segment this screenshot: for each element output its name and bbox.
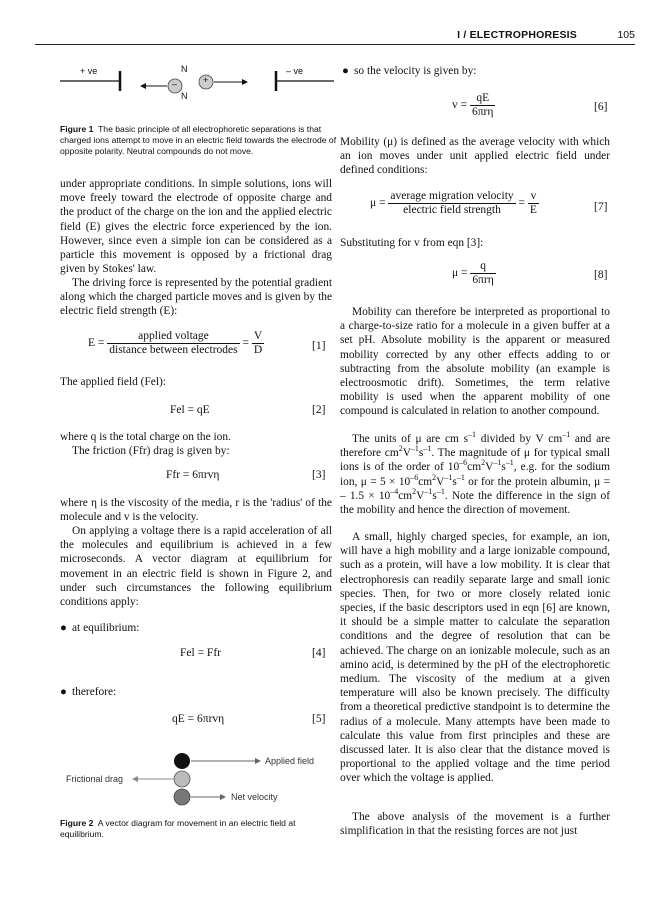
eq1-equals: = — [242, 337, 249, 350]
eq1-lhs: E = — [88, 337, 105, 350]
left-para-6: where η is the viscosity of the media, r is the 'radius' of the molecule and v is the velocity. — [60, 497, 332, 524]
right-para-10: Mobility can therefore be interpreted as proportional to a charge-to-size ratio for a molecule in a given buffer at a set pH. Absolute mobility is the apparent or measured mobility corrected by any other effects adding to or subtracting from the absolute mobility (an example is electroosmotic drift). Sometimes, the term relative mobility is used when the apparent mobility of one compound is calculated in relation to another compound. — [340, 306, 610, 418]
neutral-label-bottom: N — [181, 91, 188, 101]
positive-electrode-label: + ve — [80, 66, 98, 76]
right-para-11: The units of μ are cm $s^{-1}$ divided by V $cm^{-1}$ and are therefore $cm^2V^{-1}s^{-1}$. The magnitude of μ for typical small ions is of the order of $10^{-6}cm^2V^{-1}s^{-1}$, e.g. for the sodium ion, $\mu = 5 \times 10^{-6}cm^2V^{-1}s^{-1}$ or for the protein albumin, μ = – $1.5 \times 10^{-4}cm^2V^{-1}s^{-1}$. Note the difference in the sign of the mobility and hence the direction of movement. — [340, 430, 610, 517]
eq6-tag: [6] — [594, 101, 608, 113]
eq7-rhs-denominator: E — [529, 204, 537, 216]
eq3-tag: [3] — [312, 469, 326, 481]
eq1-numerator: applied voltage — [107, 330, 239, 344]
figure-1-caption-label: Figure 1 — [60, 124, 94, 134]
bullet-dot-1: ● — [60, 622, 67, 634]
eq6-lhs: v = — [452, 99, 468, 112]
left-para-2: The driving force is represented by the potential gradient along which the charged particle moves and is given by the electric field strength (E): — [60, 277, 332, 318]
left-para-4: where q is the total charge on the ion. — [60, 431, 231, 443]
eq2-tag: [2] — [312, 404, 326, 416]
eq1-denominator: distance between electrodes — [109, 344, 238, 356]
figure-1 — [60, 60, 344, 120]
eq1-rhs-denominator: D — [253, 344, 263, 356]
equation-8 — [452, 260, 496, 287]
equation-6 — [452, 92, 495, 119]
eq1-rhs-numerator: V — [253, 330, 263, 342]
eq7-rhs-numerator: v — [528, 190, 539, 204]
right-para-13: The above analysis of the movement is a further simplification in that the resisting forces are not just — [340, 811, 610, 838]
eq8-tag: [8] — [594, 269, 608, 281]
figure-1-caption — [60, 124, 338, 156]
left-para-5: The friction (Ffr) drag is given by: — [72, 445, 230, 457]
right-para-9: Substituting for v from eqn [3]: — [340, 237, 484, 249]
figure-2-caption — [60, 818, 338, 840]
bullet-dot-2: ● — [60, 686, 67, 698]
eq7-denominator: electric field strength — [403, 204, 501, 216]
left-para-1: under appropriate conditions. In simple solutions, ions will move freely toward the electrode of opposite charge and the product of the charge on the ion and the applied electric field (E) gives the electric force experienced by the ion. However, since even a simple ion can be considered as a particle this movement is opposed by a frictional drag given by Stokes' law. — [60, 178, 332, 276]
equation-3: Ffr = 6πrvη — [166, 469, 220, 481]
figure-2-caption-text: A vector diagram for movement in an electric field at equilibrium. — [60, 818, 296, 839]
bullet-1: at equilibrium: — [72, 622, 140, 634]
eq8-lhs: μ = — [452, 267, 468, 280]
eq8-numerator: q — [470, 260, 495, 274]
running-header — [35, 27, 635, 45]
header-rule — [35, 44, 635, 45]
eq7-tag: [7] — [594, 201, 608, 213]
bullet-2: therefore: — [72, 686, 117, 698]
eq7-numerator: average migration velocity — [390, 190, 514, 202]
neutral-label-top: N — [181, 64, 188, 74]
left-para-3: The applied field (Fel): — [60, 376, 166, 388]
bullet-dot-3: ● — [342, 65, 349, 77]
figure-2-caption-label: Figure 2 — [60, 818, 94, 828]
equation-7 — [370, 190, 539, 217]
section-title: I / ELECTROPHORESIS — [457, 29, 577, 41]
eq4-tag: [4] — [312, 647, 326, 659]
left-para-7: On applying a voltage there is a rapid acceleration of all the molecules and equilibrium is achieved in a few microseconds. A vector diagram at equilibrium for movement in an electric field is shown in Figure 2, and under such circumstances the following equilibrium conditions apply: — [60, 525, 332, 609]
equation-2: Fel = qE — [170, 404, 210, 416]
negative-electrode-label: – ve — [286, 66, 304, 76]
net-velocity-label: Net velocity — [231, 792, 278, 802]
page-number: 105 — [617, 29, 635, 41]
equation-1 — [88, 330, 264, 357]
right-para-12: A small, highly charged species, for example, an ion, will have a high mobility and a large ionizable compound, such as a protein, will have a low mobility. It is clear that electrophoresis can readily separate large and small ionic species. Then, for two or more closely related ionic species, if the basic descriptors used in eqn [6] are known, it should be a simple matter to calculate the separation conditions and the degree of resolution that can be achieved. The charge on an ionizable molecule, such as an amino acid, is determined by the pH of the electrophoretic medium. The viscosity of the medium at a given temperature will also be known precisely. The difficulty from a theoretical predictive standpoint is to determine the radius of a molecule. Many attempts have been made to calculate this value from first principles and these are discussed later. It is also clear that the distance moved is proportional to the applied voltage and the time period over which the voltage is applied. — [340, 531, 610, 785]
eq6-numerator: qE — [470, 92, 495, 106]
applied-field-label: Applied field — [265, 756, 315, 766]
eq6-denominator: 6πrη — [472, 106, 494, 118]
eq1-tag: [1] — [312, 340, 326, 352]
bullet-3: so the velocity is given by: — [354, 65, 477, 77]
eq5-tag: [5] — [312, 713, 326, 725]
right-para-8: Mobility (μ) is defined as the average velocity with which an ion moves under unit applied electric field under defined conditions: — [340, 136, 610, 177]
eq7-lhs: μ = — [370, 197, 386, 210]
eq7-equals: = — [518, 197, 526, 210]
frictional-drag-label: Frictional drag — [66, 774, 124, 784]
equation-5: qE = 6πrvη — [172, 713, 225, 725]
equation-4: Fel = Ffr — [180, 647, 221, 659]
figure-1-caption-text: The basic principle of all electrophoretic separations is that charged ions attempt to move in an electric field towards the electrode of opposite polarity. Neutral compounds do not move. — [60, 124, 337, 156]
eq8-denominator: 6πrη — [472, 274, 494, 286]
negative-ion-sign: – — [172, 79, 178, 89]
positive-ion-sign: + — [203, 75, 209, 85]
figure-2 — [60, 748, 344, 812]
